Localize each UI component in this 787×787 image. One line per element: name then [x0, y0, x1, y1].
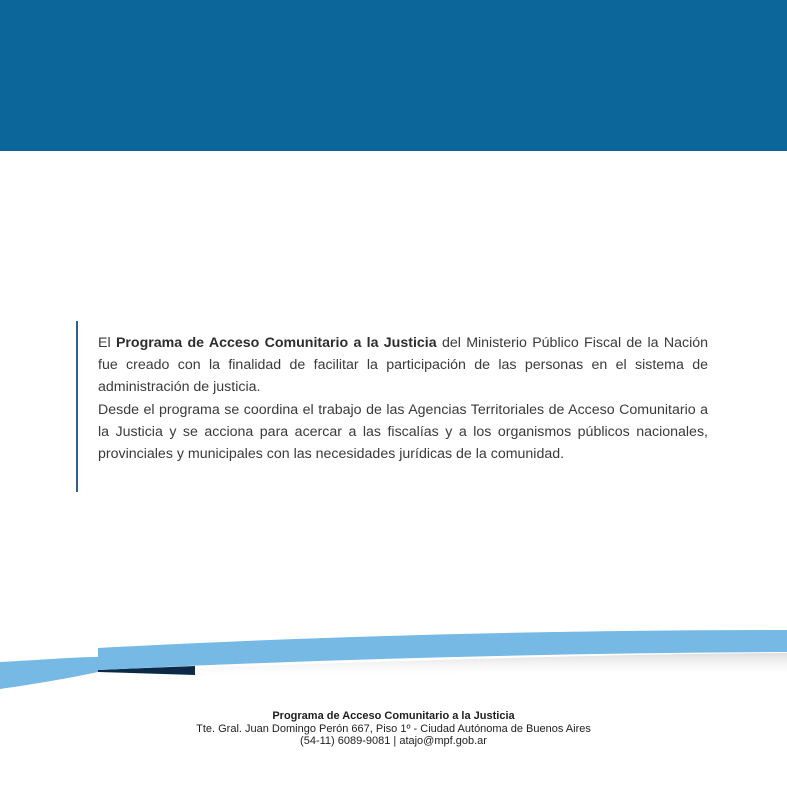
decorative-wave: [0, 600, 787, 710]
description-paragraph-1: [98, 332, 708, 399]
footer-address: Tte. Gral. Juan Domingo Perón 667, Piso 1º - Ciudad Autónoma de Buenos Aires: [196, 722, 591, 735]
wave-tail: [0, 657, 98, 689]
quote-accent-bar: [76, 321, 78, 492]
intro-rest: del Ministerio Público Fiscal de la Nación fue creado con la finalidad de facilitar la participación de las personas en el sistema de administración de justicia.: [98, 335, 709, 396]
intro-lead: El: [98, 335, 116, 351]
program-name: Programa de Acceso Comunitario a la Justicia: [115, 335, 437, 351]
footer: [0, 710, 787, 748]
footer-contact: (54-11) 6089-9081 | atajo@mpf.gob.ar: [300, 735, 487, 747]
header-band: [0, 0, 787, 151]
description-text: [98, 332, 708, 465]
footer-title: Programa de Acceso Comunitario a la Justicia: [272, 710, 515, 722]
description-paragraph-2: Desde el programa se coordina el trabajo de las Agencias Territoriales de Acceso Comunitario a la Justicia y se acciona para acercar a las fiscalías y a los organismos públicos nacionales, provinciales y municipales con las necesidades jurídicas de la comunidad.: [98, 401, 708, 463]
